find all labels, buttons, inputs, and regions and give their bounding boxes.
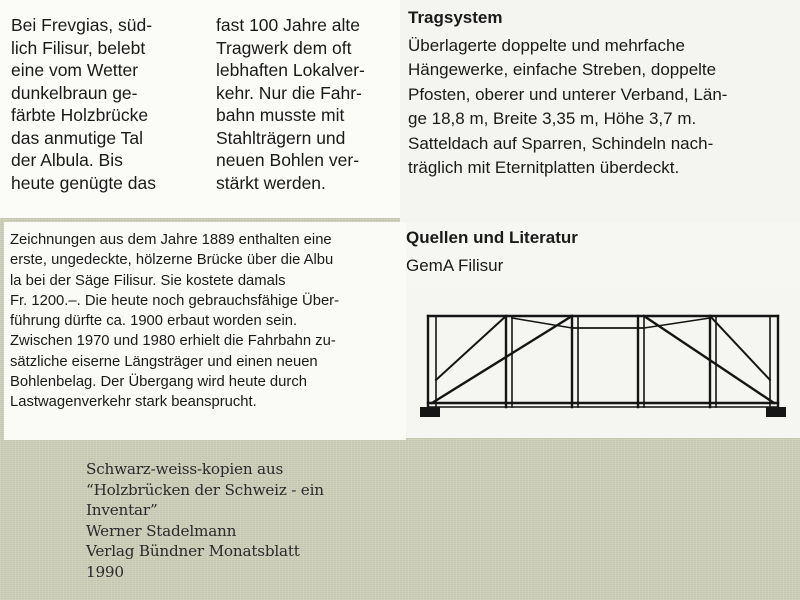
sources-heading: Quellen und Literatur xyxy=(406,228,578,247)
truss-strut-right-short xyxy=(710,316,770,380)
history-text: Zeichnungen aus dem Jahre 1889 enthalten eine erste, ungedeckte, hölzerne Brücke über die Albu la bei der Säge Filisur. Sie kostete damals Fr. 1200.–. Die heute noch gebrauchsfähige Über- führung dürfte ca. 1900 erbaut worden sein. Zwischen 1970 und 1980 erhielt die Fahrbahn zu- sätzliche eiserne Längsträger und einen neuen Bohlenbelag. Der Übergang wird heute durch Lastwagenverkehr stark beansprucht. xyxy=(10,232,340,411)
intro-column-1: Bei Frevgias, süd- lich Filisur, belebt eine vom Wetter dunkelbraun ge- färbte Holzbrücke das anmutige Tal der Albula. Bis heute genügte das xyxy=(11,15,156,193)
caption-line: Werner Stadelmann xyxy=(86,521,237,540)
caption-line: Inventar” xyxy=(86,501,158,519)
truss-diagram-clipping xyxy=(406,288,800,438)
sources-clipping xyxy=(400,222,800,288)
intro-column-2: fast 100 Jahre alte Tragwerk dem oft lebhaften Lokalver- kehr. Nur die Fahr- bahn musste mit Stahlträgern und neuen Bohlen ver- stärkt werden. xyxy=(216,15,365,193)
tragsystem-heading: Tragsystem xyxy=(408,8,503,27)
abutment-left xyxy=(420,407,440,417)
sources-text: GemA Filisur xyxy=(406,256,504,275)
caption-line: 1990 xyxy=(86,562,124,581)
intro-clipping xyxy=(0,0,400,218)
abutment-right xyxy=(766,407,786,417)
caption-line: “Holzbrücken der Schweiz - ein xyxy=(86,480,324,499)
bridge-truss-diagram xyxy=(406,288,800,438)
caption-line: Verlag Bündner Monatsblatt xyxy=(86,542,300,560)
truss-abutments xyxy=(420,407,786,417)
source-caption xyxy=(86,459,406,582)
caption-line: Schwarz-weiss-kopien aus xyxy=(86,460,284,478)
truss-strut-left-short xyxy=(436,316,506,380)
tragsystem-clipping xyxy=(400,0,800,222)
history-clipping xyxy=(4,222,406,440)
truss-strut-left-long xyxy=(432,316,572,403)
tragsystem-text: Überlagerte doppelte und mehrfache Hängewerke, einfache Streben, doppelte Pfosten, oberer und unterer Verband, Län- ge 18,8 m, Breite 3,35 m, Höhe 3,7 m. Satteldach auf Sparren, Schindeln nach- träglich mit Eternitplatten überdeckt. xyxy=(408,36,728,178)
